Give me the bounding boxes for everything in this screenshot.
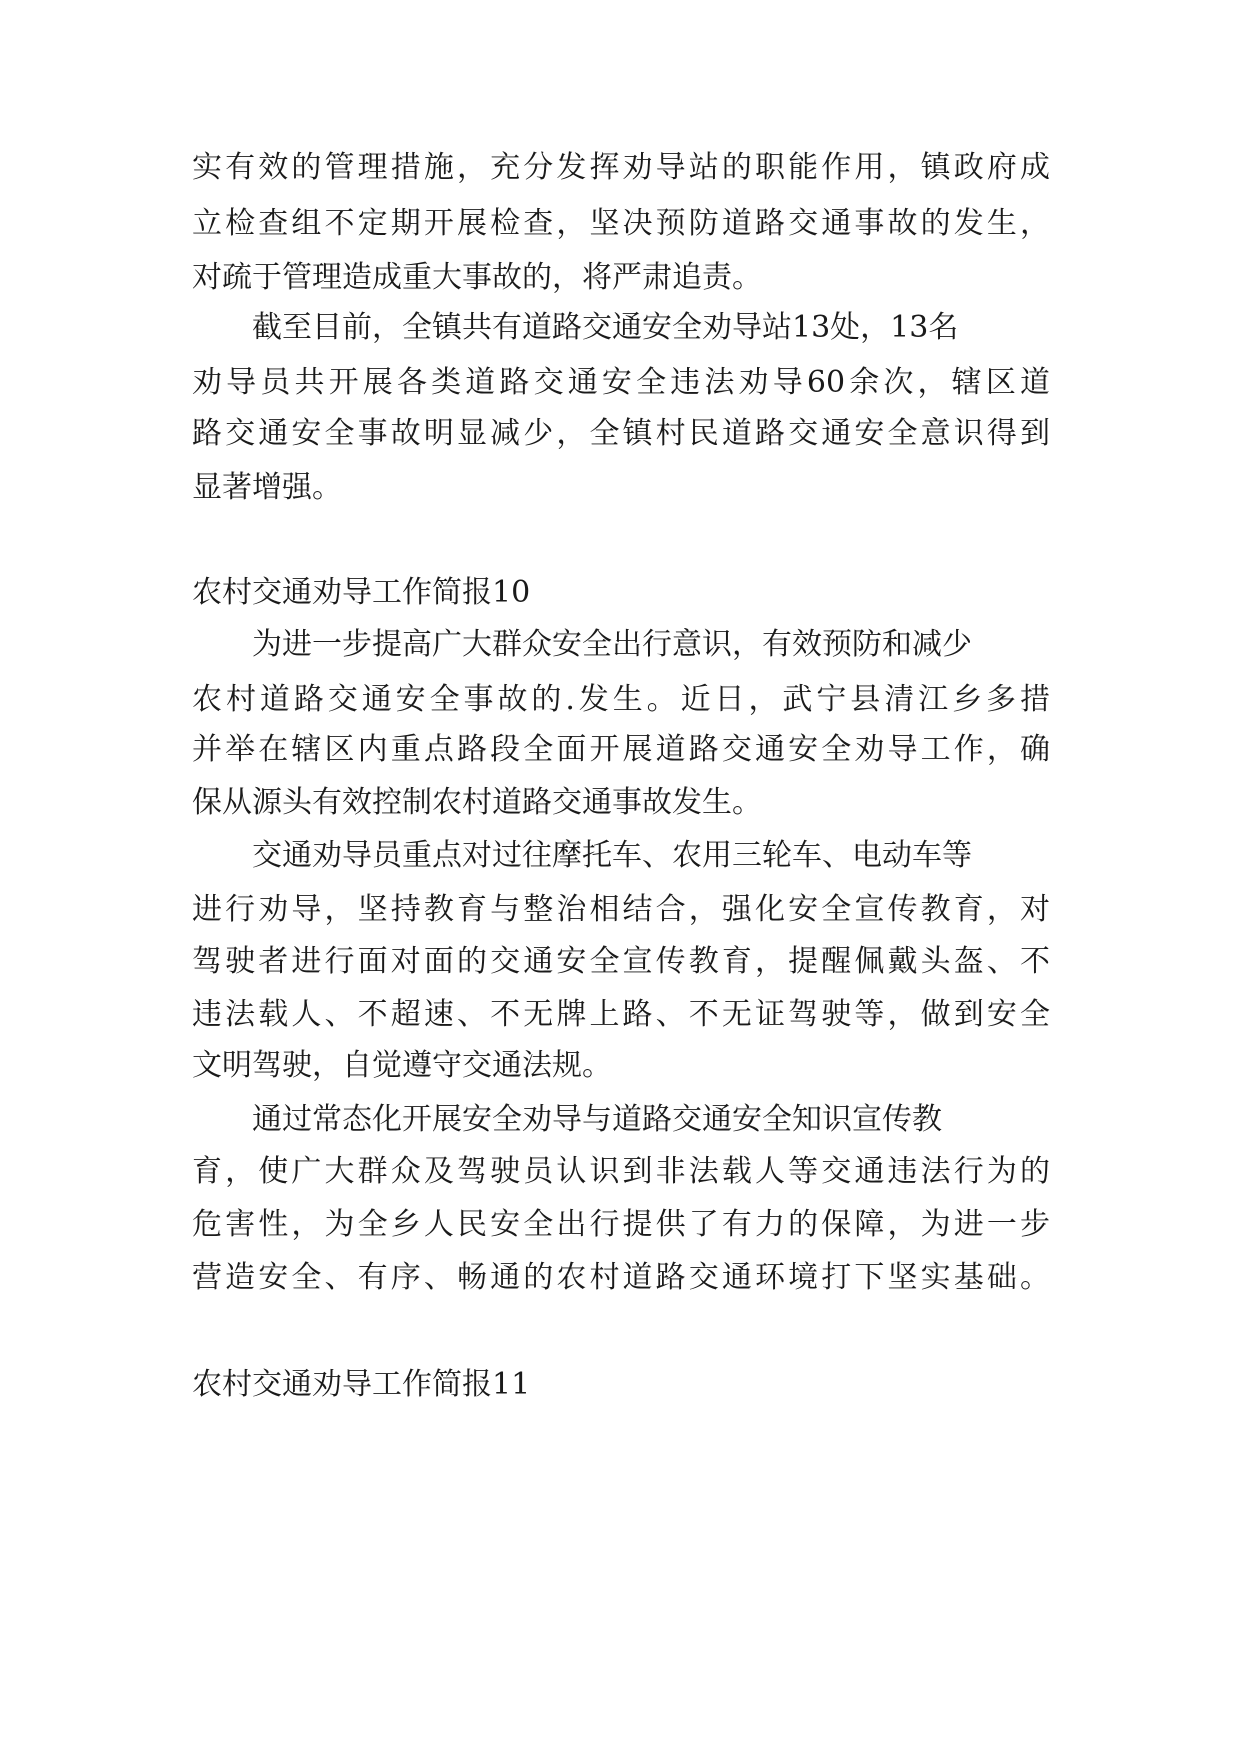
paragraph-line: 进行劝导，坚持教育与整治相结合，强化安全宣传教育，对 — [192, 892, 1050, 927]
paragraph-line: 育，使广大群众及驾驶员认识到非法载人等交通违法行为的 — [192, 1154, 1050, 1189]
paragraph-line: 实有效的管理措施，充分发挥劝导站的职能作用，镇政府成 — [192, 150, 1050, 185]
paragraph-line: 交通劝导员重点对过往摩托车、农用三轮车、电动车等 — [192, 838, 972, 873]
paragraph-line: 违法载人、不超速、不无牌上路、不无证驾驶等，做到安全 — [192, 997, 1050, 1032]
paragraph-line: 通过常态化开展安全劝导与道路交通安全知识宣传教 — [192, 1102, 942, 1137]
paragraph-line: 营造安全、有序、畅通的农村道路交通环境打下坚实基础。 — [192, 1260, 1050, 1295]
paragraph-line: 立检查组不定期开展检查，坚决预防道路交通事故的发生， — [192, 206, 1050, 241]
paragraph-line: 危害性，为全乡人民安全出行提供了有力的保障，为进一步 — [192, 1207, 1050, 1242]
paragraph-line: 并举在辖区内重点路段全面开展道路交通安全劝导工作，确 — [192, 732, 1050, 767]
paragraph-line: 驾驶者进行面对面的交通安全宣传教育，提醒佩戴头盔、不 — [192, 944, 1050, 979]
paragraph-line: 文明驾驶，自觉遵守交通法规。 — [192, 1048, 612, 1083]
paragraph-line: 对疏于管理造成重大事故的，将严肃追责。 — [192, 260, 762, 295]
paragraph-line: 路交通安全事故明显减少，全镇村民道路交通安全意识得到 — [192, 416, 1050, 451]
section-heading: 农村交通劝导工作简报10 — [192, 575, 531, 610]
paragraph-line: 劝导员共开展各类道路交通安全违法劝导60余次，辖区道 — [192, 365, 1050, 400]
paragraph-line: 显著增强。 — [192, 470, 342, 505]
paragraph-line: 截至目前，全镇共有道路交通安全劝导站13处，13名 — [192, 310, 959, 345]
paragraph-line: 保从源头有效控制农村道路交通事故发生。 — [192, 785, 762, 820]
section-heading: 农村交通劝导工作简报11 — [192, 1367, 531, 1402]
paragraph-line: 农村道路交通安全事故的.发生。近日，武宁县清江乡多措 — [192, 682, 1050, 717]
paragraph-line: 为进一步提高广大群众安全出行意识，有效预防和减少 — [192, 627, 972, 662]
